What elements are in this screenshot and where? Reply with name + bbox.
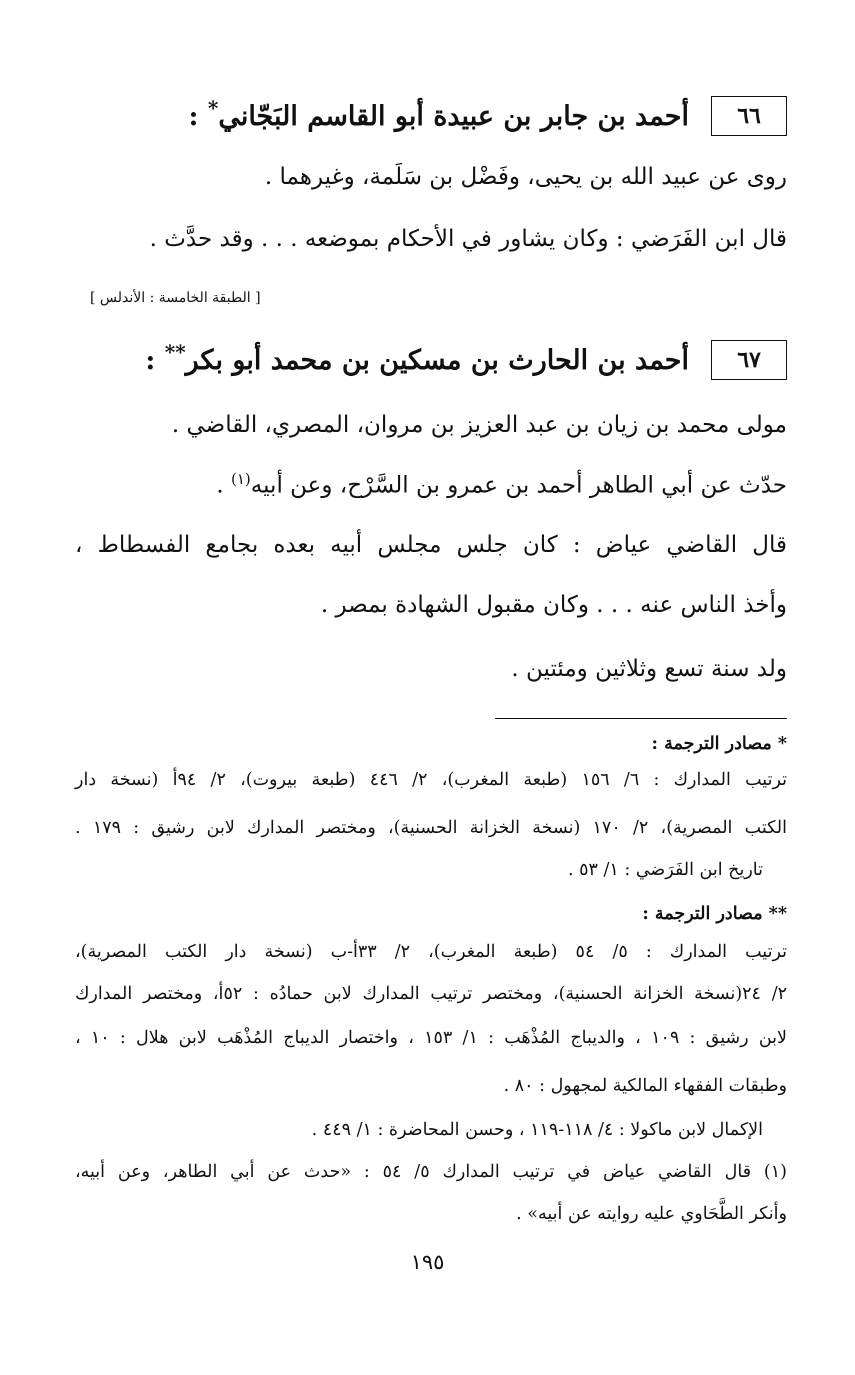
footnote-mark-double: **: [164, 339, 186, 364]
sources-2-line-1: ترتيب المدارك : ٥/ ٥٤ (طبعة المغرب)، ٢/ ٣٣أ-ب (نسخة دار الكتب المصرية)،: [75, 942, 787, 962]
entry-66-title: [188, 95, 689, 132]
entry-67-number: ٦٧: [711, 340, 787, 380]
entry-67-line-1: مولى محمد بن زيان بن عبد العزيز بن مروان، المصري، القاضي .: [171, 412, 787, 438]
entry-66-line-2: قال ابن الفَرَضي : وكان يشاور في الأحكام بموضعه . . . وقد حدَّث .: [149, 226, 787, 252]
entry-67-line-2-text: حدّث عن أبي الطاهر أحمد بن عمرو بن السَّرْح، وعن أبيه: [250, 472, 787, 499]
footnote-mark-single: *: [207, 95, 219, 120]
footnote-ref-1: (١): [230, 470, 251, 488]
sources-1-line-1: ترتيب المدارك : ٦/ ١٥٦ (طبعة المغرب)، ٢/ ٤٤٦ (طبعة بيروت)، ٢/ ٩٤أ (نسخة دار: [75, 770, 787, 790]
sources-2-line-3: لابن رشيق : ١٠٩ ، والديباج المُذْهَب : ١/ ١٥٣ ، واختصار الديباج المُذْهَب لابن هلال : ١٠ ،: [75, 1028, 788, 1048]
footnote-separator: [495, 718, 787, 719]
entry-66-line-1: روى عن عبيد الله بن يحيى، وفَضْل بن سَلَمة، وغيرهما .: [264, 164, 787, 190]
entry-67-line-5: ولد سنة تسع وثلاثين ومئتين .: [511, 656, 787, 682]
sources-2-line-2: ٢/ ٢٤(نسخة الخزانة الحسنية)، ومختصر ترتيب المدارك لابن حمادُه : ٥٢أ، ومختصر المدارك: [75, 984, 787, 1004]
sources-1-line-2: الكتب المصرية)، ٢/ ١٧٠ (نسخة الخزانة الحسنية)، ومختصر المدارك لابن رشيق : ١٧٩ .: [75, 818, 787, 838]
entry-67-line-4: وأخذ الناس عنه . . . وكان مقبول الشهادة بمصر .: [320, 592, 787, 618]
entry-66-heading: [188, 96, 787, 136]
entry-67-line-2: [216, 470, 787, 499]
sources-2-line-5: الإكمال لابن ماكولا : ٤/ ١١٨-١١٩ ، وحسن المحاضرة : ١/ ٤٤٩ .: [311, 1120, 763, 1140]
sources-heading-2: ** مصادر الترجمة :: [642, 904, 787, 924]
footnote-1-line-2: وأنكر الطَّحَاوي عليه روايته عن أبيه» .: [516, 1204, 787, 1224]
entry-67-line-2-end: .: [216, 472, 231, 499]
entry-66-number: ٦٦: [711, 96, 787, 136]
entry-67-colon: :: [145, 344, 165, 376]
running-header: [ الطبقة الخامسة : الأندلس ]: [90, 290, 261, 306]
entry-66-title-text: أحمد بن جابر بن عبيدة أبو القاسم البَجّاني: [218, 100, 689, 132]
entry-67-line-3: قال القاضي عياض : كان جلس مجلس أبيه بعده بجامع الفسطاط ،: [75, 532, 787, 558]
sources-2-line-4: وطبقات الفقهاء المالكية لمجهول : ٨٠ .: [503, 1076, 787, 1096]
entry-66-colon: :: [188, 100, 208, 132]
entry-67-heading: [145, 340, 787, 380]
page-number: ١٩٥: [410, 1250, 445, 1274]
sources-heading-1: * مصادر الترجمة :: [651, 734, 787, 754]
entry-67-title-text: أحمد بن الحارث بن مسكين بن محمد أبو بكر: [185, 344, 689, 376]
sources-1-line-3: تاريخ ابن الفَرَضي : ١/ ٥٣ .: [568, 860, 763, 880]
entry-67-title: [145, 339, 689, 376]
footnote-1-line-1: (١) قال القاضي عياض في ترتيب المدارك ٥/ ٥٤ : «حدث عن أبي الطاهر، وعن أبيه،: [75, 1162, 787, 1182]
